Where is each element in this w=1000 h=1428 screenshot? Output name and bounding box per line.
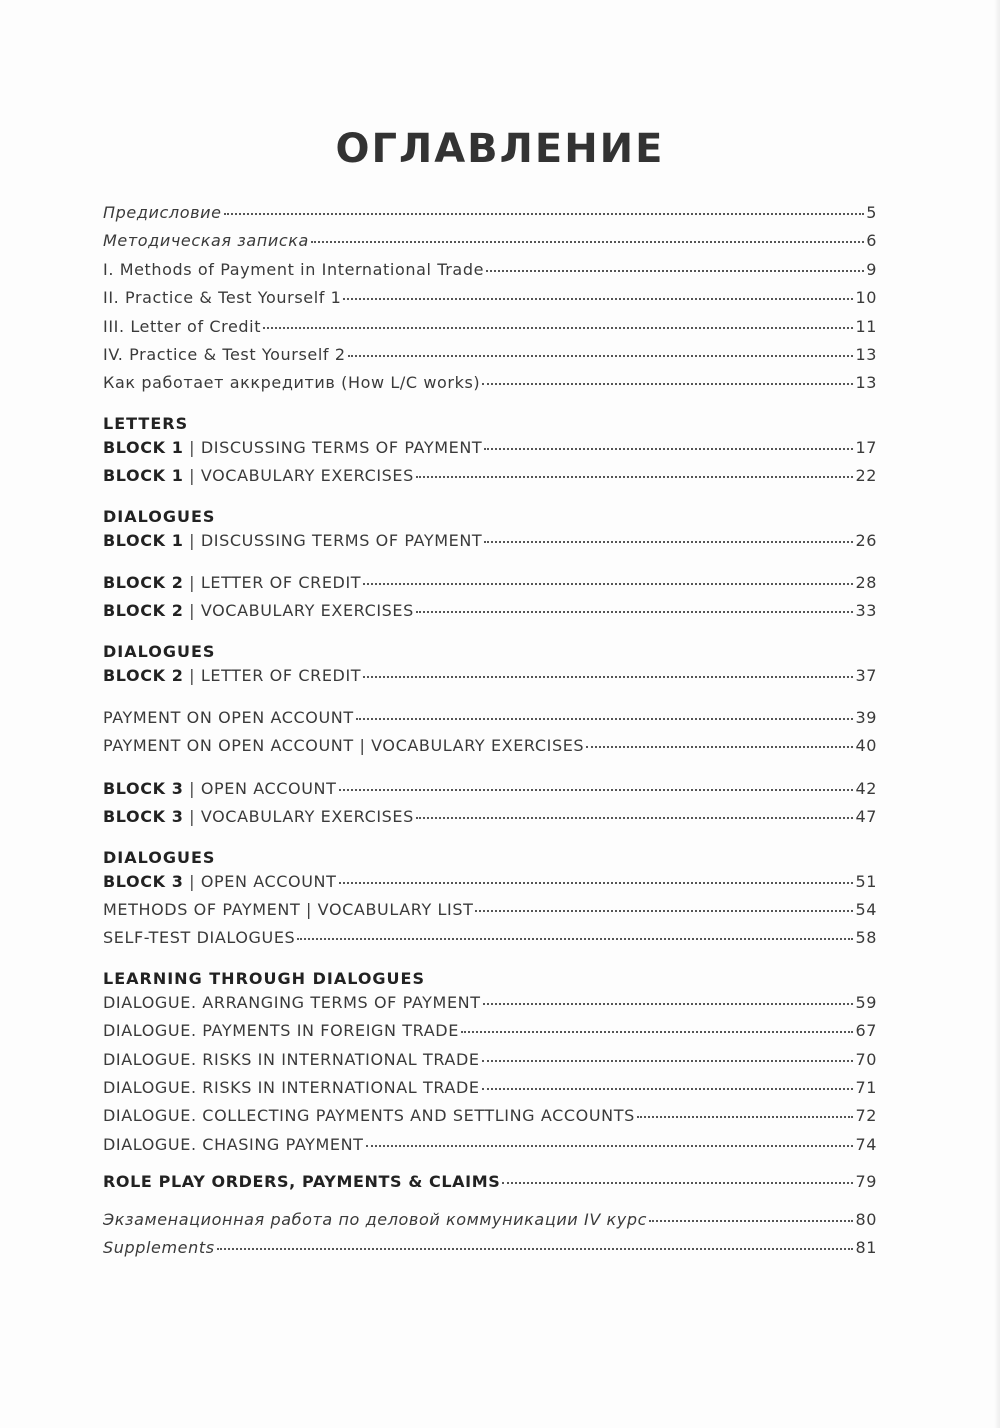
toc-page-number: 6 bbox=[866, 231, 877, 251]
toc-entry-label: DIALOGUE. CHASING PAYMENT bbox=[103, 1134, 364, 1154]
dot-leader bbox=[366, 1145, 854, 1147]
toc-page-number: 47 bbox=[855, 807, 877, 827]
toc-entry-block[interactable] bbox=[103, 438, 877, 466]
toc-page-number: 80 bbox=[855, 1209, 877, 1229]
toc-entry-exam[interactable] bbox=[103, 1210, 877, 1238]
toc-entry-supplements[interactable] bbox=[103, 1238, 877, 1266]
dot-leader bbox=[224, 213, 865, 215]
toc-entry-label: DIALOGUE. RISKS IN INTERNATIONAL TRADE bbox=[103, 1049, 480, 1069]
block-label: BLOCK 2 bbox=[103, 665, 184, 685]
toc-entry-method-note[interactable] bbox=[103, 231, 877, 259]
toc-page-number: 33 bbox=[855, 601, 877, 621]
toc-entry-label: BLOCK 2 | LETTER OF CREDIT bbox=[103, 572, 362, 592]
dot-leader bbox=[637, 1116, 854, 1118]
dot-leader bbox=[502, 1182, 853, 1184]
toc-entry-label: DIALOGUE. ARRANGING TERMS OF PAYMENT bbox=[103, 992, 481, 1012]
toc-entry-label: BLOCK 3 | OPEN ACCOUNT bbox=[103, 871, 337, 891]
toc-entry-label: II. Practice & Test Yourself 1 bbox=[103, 288, 342, 308]
toc-entry-open-account[interactable] bbox=[103, 708, 877, 736]
block-title: VOCABULARY EXERCISES bbox=[200, 807, 414, 827]
toc-entry-label: BLOCK 2 | VOCABULARY EXERCISES bbox=[103, 601, 414, 621]
toc-entry-block[interactable] bbox=[103, 807, 877, 835]
toc-entry-block[interactable] bbox=[103, 601, 877, 629]
toc-page-number: 72 bbox=[855, 1106, 877, 1126]
toc-entry-letter-of-credit[interactable] bbox=[103, 317, 877, 345]
toc-entry-methods-of-payment[interactable] bbox=[103, 260, 877, 288]
dot-leader bbox=[482, 1088, 854, 1090]
toc-entry-practice-2[interactable] bbox=[103, 345, 877, 373]
dot-leader bbox=[483, 1003, 854, 1005]
dot-leader bbox=[586, 746, 853, 748]
toc-entry-dialogue[interactable] bbox=[103, 1106, 877, 1134]
page-edge-shadow bbox=[994, 0, 1000, 1428]
toc-entry-dialogue[interactable] bbox=[103, 1021, 877, 1049]
toc-entry-label: Экзаменационная работа по деловой коммуникации IV курс bbox=[103, 1209, 648, 1229]
toc-entry-block[interactable] bbox=[103, 573, 877, 601]
block-title: OPEN ACCOUNT bbox=[200, 871, 337, 891]
block-label: BLOCK 3 bbox=[103, 871, 184, 891]
toc-entry-label: BLOCK 2 | LETTER OF CREDIT bbox=[103, 665, 362, 685]
toc-entry-label: PAYMENT ON OPEN ACCOUNT bbox=[103, 708, 354, 728]
toc-entry-open-account-vocab[interactable] bbox=[103, 736, 877, 764]
toc-entry-label: BLOCK 3 | OPEN ACCOUNT bbox=[103, 778, 337, 798]
toc-page-number: 37 bbox=[855, 665, 877, 685]
toc-page-number: 28 bbox=[855, 572, 877, 592]
block-label: BLOCK 1 bbox=[103, 530, 184, 550]
toc-entry-role-play[interactable] bbox=[103, 1172, 877, 1200]
dot-leader bbox=[416, 817, 854, 819]
toc-page-number: 71 bbox=[855, 1077, 877, 1097]
block-title: DISCUSSING TERMS OF PAYMENT bbox=[200, 437, 483, 457]
toc-page-number: 22 bbox=[855, 466, 877, 486]
block-label: BLOCK 2 bbox=[103, 572, 184, 592]
dot-leader bbox=[416, 476, 854, 478]
section-heading-dialogues: DIALOGUES bbox=[103, 641, 216, 661]
dot-leader bbox=[339, 882, 854, 884]
block-title: VOCABULARY EXERCISES bbox=[200, 601, 414, 621]
toc-page-number: 5 bbox=[866, 203, 877, 222]
dot-leader bbox=[416, 611, 854, 613]
toc-page-number: 13 bbox=[855, 373, 877, 393]
toc-entry-vocabulary-list[interactable] bbox=[103, 900, 877, 928]
toc-entry-label: ROLE PLAY ORDERS, PAYMENTS & CLAIMS bbox=[103, 1172, 501, 1192]
toc-page-number: 59 bbox=[855, 992, 877, 1012]
toc-page-number: 39 bbox=[855, 708, 877, 728]
dot-leader bbox=[343, 298, 853, 300]
toc-page-number: 42 bbox=[855, 778, 877, 798]
toc-page-number: 9 bbox=[866, 259, 877, 279]
block-title: LETTER OF CREDIT bbox=[200, 572, 362, 592]
block-label: BLOCK 3 bbox=[103, 778, 184, 798]
block-label: BLOCK 1 bbox=[103, 437, 184, 457]
dot-leader bbox=[348, 355, 854, 357]
block-title: VOCABULARY EXERCISES bbox=[200, 466, 414, 486]
dot-leader bbox=[311, 241, 864, 243]
toc-page-number: 54 bbox=[855, 900, 877, 920]
toc-entry-dialogue[interactable] bbox=[103, 993, 877, 1021]
toc-entry-label: Предисловие bbox=[103, 203, 222, 222]
block-title: OPEN ACCOUNT bbox=[200, 778, 337, 798]
toc-page-number: 13 bbox=[855, 344, 877, 364]
table-of-contents bbox=[103, 203, 877, 1266]
block-label: BLOCK 2 bbox=[103, 601, 184, 621]
toc-entry-label: Supplements bbox=[103, 1237, 215, 1257]
block-label: BLOCK 1 bbox=[103, 466, 184, 486]
toc-entry-label: PAYMENT ON OPEN ACCOUNT | VOCABULARY EXERCISES bbox=[103, 736, 585, 756]
toc-entry-dialogue[interactable] bbox=[103, 1050, 877, 1078]
dot-leader bbox=[475, 910, 853, 912]
toc-entry-label: DIALOGUE. COLLECTING PAYMENTS AND SETTLING ACCOUNTS bbox=[103, 1106, 635, 1126]
toc-entry-practice-1[interactable] bbox=[103, 288, 877, 316]
toc-entry-label: IV. Practice & Test Yourself 2 bbox=[103, 344, 346, 364]
toc-entry-block[interactable] bbox=[103, 666, 877, 694]
toc-entry-label: Методическая записка bbox=[103, 231, 309, 251]
toc-entry-self-test[interactable] bbox=[103, 928, 877, 956]
dot-leader bbox=[363, 583, 853, 585]
toc-entry-label: BLOCK 1 | DISCUSSING TERMS OF PAYMENT bbox=[103, 530, 483, 550]
section-heading-letters: LETTERS bbox=[103, 413, 189, 433]
page-title: ОГЛАВЛЕНИЕ bbox=[335, 126, 665, 172]
section-heading-dialogues: DIALOGUES bbox=[103, 847, 216, 867]
dot-leader bbox=[363, 676, 853, 678]
block-title: LETTER OF CREDIT bbox=[200, 665, 362, 685]
toc-entry-label: BLOCK 3 | VOCABULARY EXERCISES bbox=[103, 807, 414, 827]
toc-entry-label: BLOCK 1 | DISCUSSING TERMS OF PAYMENT bbox=[103, 437, 483, 457]
toc-page-number: 10 bbox=[855, 288, 877, 308]
toc-entry-dialogue[interactable] bbox=[103, 1135, 877, 1163]
toc-page-number: 26 bbox=[855, 530, 877, 550]
block-label: BLOCK 3 bbox=[103, 807, 184, 827]
dot-leader bbox=[484, 448, 853, 450]
dot-leader bbox=[482, 1060, 854, 1062]
toc-entry-block[interactable] bbox=[103, 779, 877, 807]
toc-entry-label: BLOCK 1 | VOCABULARY EXERCISES bbox=[103, 466, 414, 486]
toc-entry-how-lc-works[interactable] bbox=[103, 373, 877, 401]
dot-leader bbox=[461, 1031, 854, 1033]
section-heading-dialogues: DIALOGUES bbox=[103, 506, 216, 526]
block-title: DISCUSSING TERMS OF PAYMENT bbox=[200, 530, 483, 550]
toc-entry-block[interactable] bbox=[103, 531, 877, 559]
toc-entry-label: SELF-TEST DIALOGUES bbox=[103, 928, 296, 948]
dot-leader bbox=[217, 1248, 854, 1250]
toc-entry-preface[interactable] bbox=[103, 203, 877, 231]
toc-page-number: 74 bbox=[855, 1134, 877, 1154]
toc-entry-block[interactable] bbox=[103, 872, 877, 900]
dot-leader bbox=[297, 938, 853, 940]
toc-entry-label: DIALOGUE. PAYMENTS IN FOREIGN TRADE bbox=[103, 1021, 459, 1041]
toc-entry-dialogue[interactable] bbox=[103, 1078, 877, 1106]
section-heading-learning: LEARNING THROUGH DIALOGUES bbox=[103, 968, 425, 988]
dot-leader bbox=[263, 327, 853, 329]
toc-page-number: 11 bbox=[855, 316, 877, 336]
toc-page-number: 51 bbox=[855, 871, 877, 891]
toc-entry-label: DIALOGUE. RISKS IN INTERNATIONAL TRADE bbox=[103, 1077, 480, 1097]
toc-page-number: 70 bbox=[855, 1049, 877, 1069]
dot-leader bbox=[484, 541, 853, 543]
toc-entry-block[interactable] bbox=[103, 466, 877, 494]
dot-leader bbox=[486, 270, 864, 272]
toc-page-number: 79 bbox=[855, 1172, 877, 1192]
toc-entry-label: Как работает аккредитив (How L/C works) bbox=[103, 373, 481, 393]
dot-leader bbox=[482, 383, 853, 385]
toc-page-number: 40 bbox=[855, 736, 877, 756]
toc-entry-label: III. Letter of Credit bbox=[103, 316, 262, 336]
dot-leader bbox=[356, 718, 854, 720]
toc-entry-label: METHODS OF PAYMENT | VOCABULARY LIST bbox=[103, 900, 474, 920]
toc-page-number: 81 bbox=[855, 1237, 877, 1257]
toc-page-number: 17 bbox=[855, 437, 877, 457]
dot-leader bbox=[339, 789, 854, 791]
dot-leader bbox=[649, 1220, 853, 1222]
toc-entry-label: I. Methods of Payment in International Trade bbox=[103, 259, 485, 279]
toc-page-number: 67 bbox=[855, 1021, 877, 1041]
toc-page-number: 58 bbox=[855, 928, 877, 948]
